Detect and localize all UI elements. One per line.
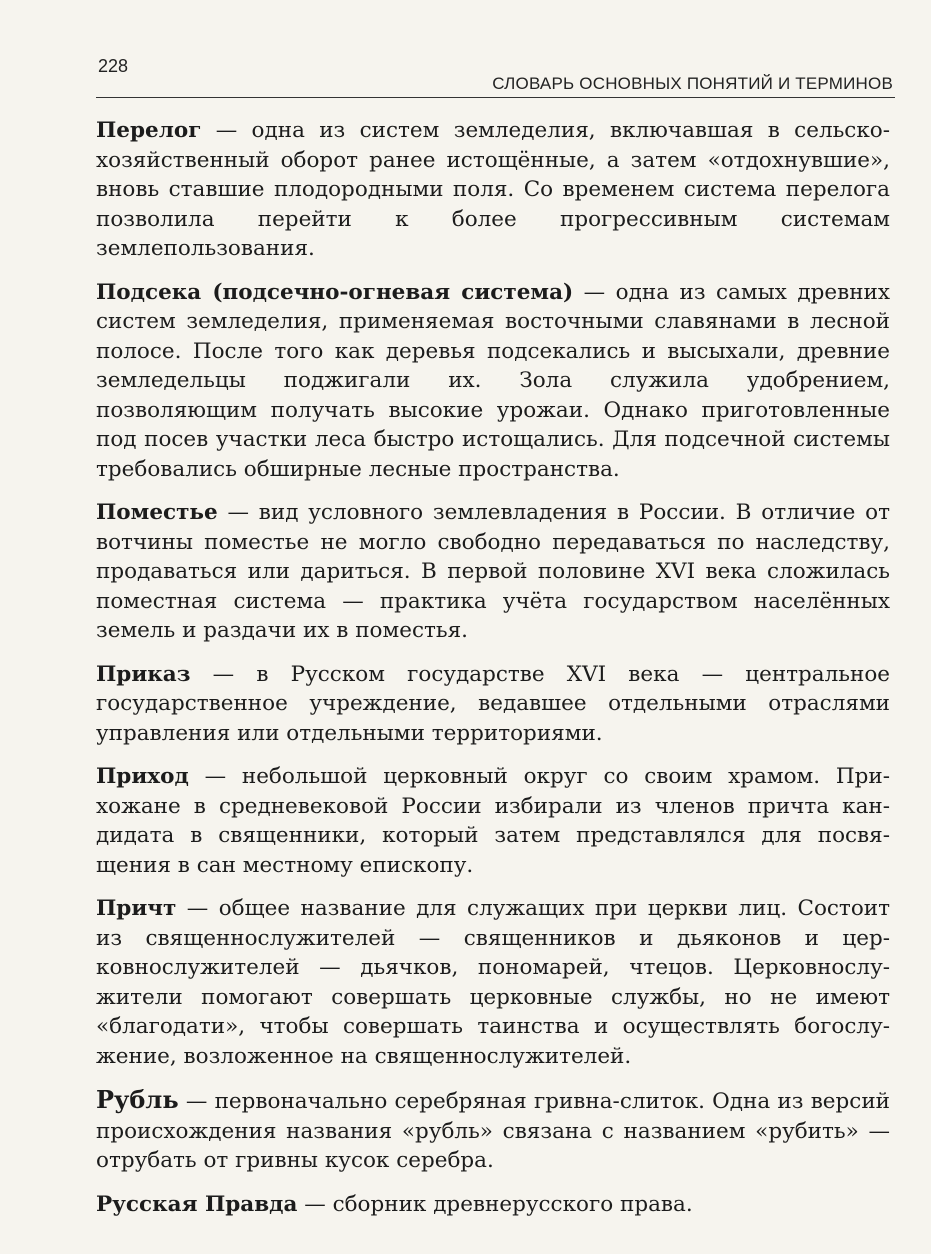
entry-definition: — небольшой церковный округ со своим храмом. Прихожане в средневековой России избирали из членов причта кандидата в священники, который затем представлялся для посвящения в сан местному епископу. [96,764,890,878]
entry-definition: — одна из систем земледелия, включавшая в сельскохозяйственный оборот ранее истощённые, а затем «отдохнувшие», вновь ставшие плодородными поля. Со временем система перелога позволила перейти к более прогрессивным системам землепользования. [96,118,890,261]
entry-definition: — в Русском государстве XVI века — центральное государственное учреждение, ведавшее отдельными отраслями управления или отдельными территориями. [96,661,890,746]
page-number: 228 [98,56,129,76]
entry-definition: — общее название для служащих при церкви лиц. Состоит из священнослужителей — священников и дьяконов и церковнослужителей — дьячков, пономарей, чтецов. Церковнослужители помогают совершать церковные службы, но не имеют «благодати», чтобы совершать таинства и осуществлять богослужение, возложенное на священнослужителей. [96,896,890,1069]
entry-term: Поместье [96,500,218,525]
glossary-entry-pricht [96,894,890,1071]
glossary-entry-podseka [96,278,890,485]
glossary-entry-rubl [96,1085,890,1176]
entry-definition: — одна из самых древних систем земледелия, применяемая восточными славянами в лесной полосе. После того как деревья подсекались и высыхали, древние земледельцы поджигали их. Зола служила удобрением, позволяющим получать высокие урожаи. Однако приготовленные под посев участки леса быстро истощались. Для подсечной системы требовались обширные лесные пространства. [96,279,890,482]
glossary-entry-pomestye [96,498,890,646]
glossary-entry-perelog [96,116,890,264]
entry-term: Приказ [96,661,191,687]
glossary-entry-prikaz [96,660,890,749]
entry-definition: — вид условного землевладения в России. В отличие от вотчины поместье не могло свободно передаваться по наследству, продаваться или дариться. В первой половине XVI века сложилась поместная система — практика учёта государством населённых земель и раздачи их в поместья. [96,500,890,643]
entry-term: Русская Правда [96,1191,298,1217]
entry-definition: — первоначально серебряная гривна-слиток. Одна из версий происхождения названия «рубль» связана с названием «рубить» — отрубать от гривны кусок серебра. [96,1089,890,1173]
header-divider [96,97,895,98]
entry-term: Рубль [96,1085,179,1114]
entry-term: Приход [96,764,189,789]
glossary-entry-prikhod [96,762,890,880]
entry-definition: — сборник древнерусского права. [297,1191,693,1217]
entry-term: Подсека (подсечно-огневая система) [96,279,574,305]
running-title: СЛОВАРЬ ОСНОВНЫХ ПОНЯТИЙ И ТЕРМИНОВ [492,74,893,93]
glossary-entries [96,116,890,1233]
entry-term: Причт [96,896,177,921]
entry-term: Перелог [96,118,202,143]
glossary-entry-russkaya-pravda [96,1190,890,1220]
